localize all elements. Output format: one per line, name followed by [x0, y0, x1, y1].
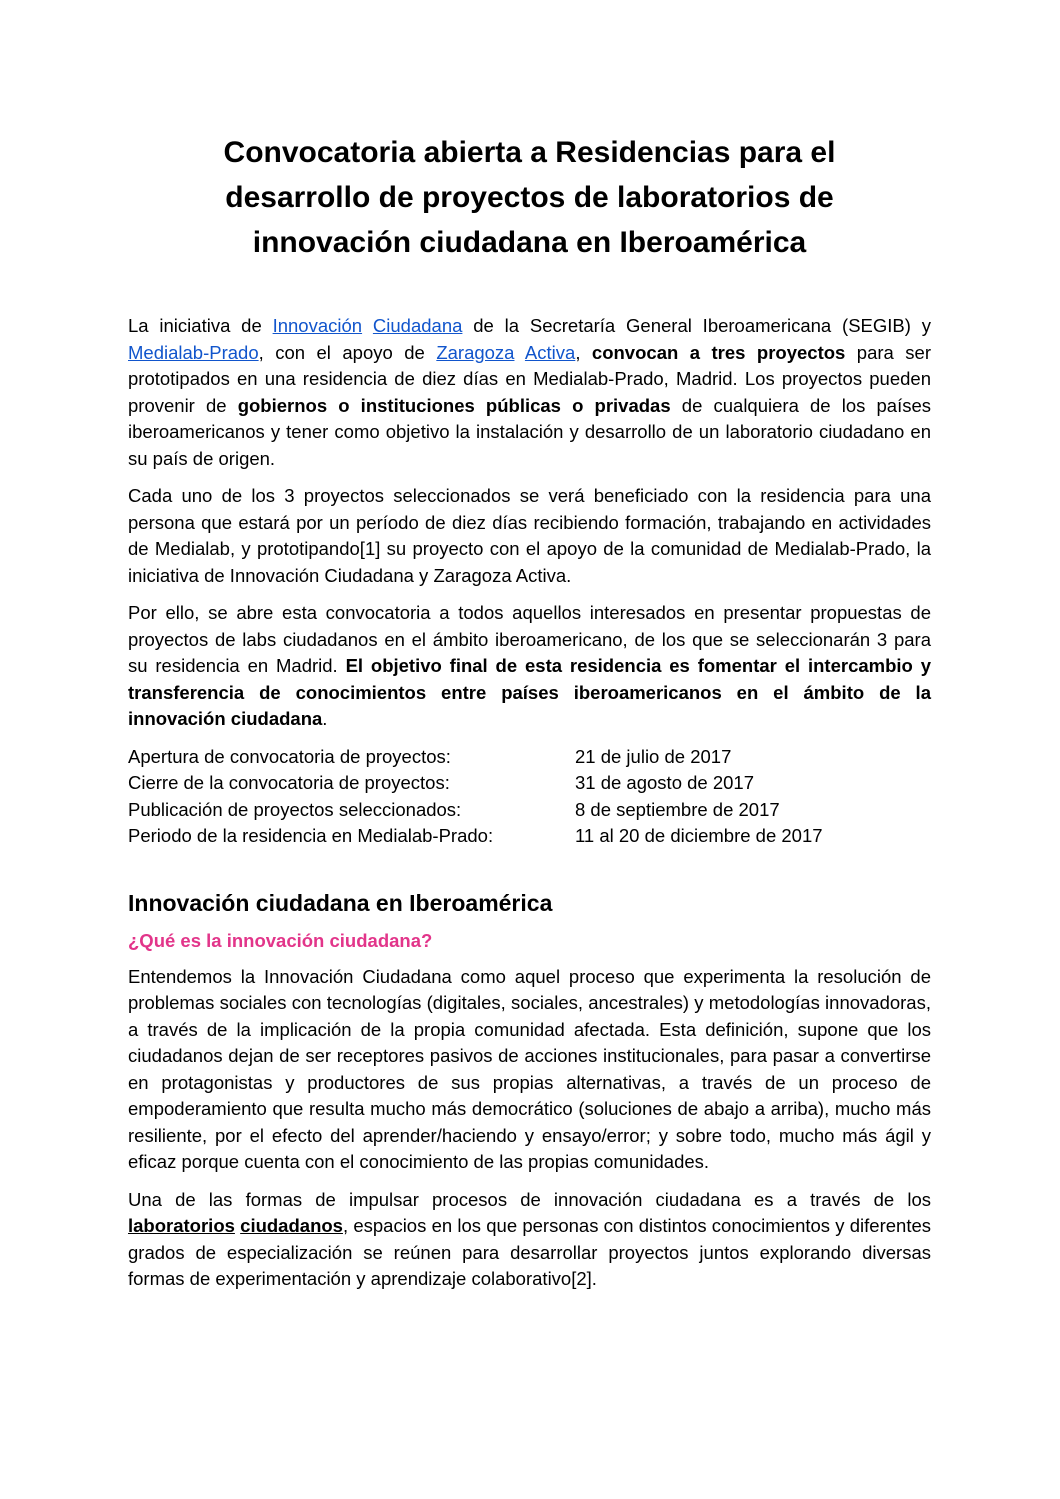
- sub-heading: ¿Qué es la innovación ciudadana?: [128, 929, 433, 951]
- title-line-3: innovación ciudadana en Iberoamérica: [252, 226, 807, 259]
- intro-bold-2: gobiernos o instituciones públicas o privadas: [237, 394, 671, 416]
- document-page: [128, 130, 931, 1304]
- intro-text-2: de la Secretaría General Iberoamericana (SEGIB) y: [462, 315, 931, 336]
- intro-text-1: La iniciativa de: [128, 315, 273, 336]
- title-line-2: desarrollo de proyectos de laboratorios de: [225, 181, 834, 214]
- date-value: 31 de agosto de 2017: [575, 772, 754, 793]
- document-title: [128, 130, 931, 265]
- date-label: Periodo de la residencia en Medialab-Prado:: [128, 825, 494, 846]
- date-value: 8 de septiembre de 2017: [575, 798, 780, 820]
- intro-text-5: para ser prototipados en una residencia de diez días en Medialab-Prado, Madrid. Los proyectos pueden provenir de: [128, 341, 931, 416]
- labs-paragraph: [128, 1187, 931, 1293]
- title-line-1: Convocatoria abierta a Residencias para el: [223, 136, 836, 169]
- intro-paragraph: [128, 313, 931, 472]
- labs-underlined-2: ciudadanos: [240, 1215, 343, 1236]
- section-heading: Innovación ciudadana en Iberoamérica: [128, 889, 553, 916]
- definition-paragraph: Entendemos la Innovación Ciudadana como aquel proceso que experimenta la resolución de problemas sociales con tecnologías (digitales, sociales, ancestrales) y metodologías innovadoras, a través de la implicación de la propia comunidad afectada. Esta definición, supone que los ciudadanos dejan de ser receptores pasivos de acciones institucionales, para pasar a convertirse en protagonistas y productores de sus propias alternativas, a través de un proceso de empoderamiento que resulta mucho más democrático (soluciones de abajo a arriba), mucho más resiliente, por el efecto del aprender/haciendo y ensayo/error; y sobre todo, mucho más ágil y eficaz porque cuenta con el conocimiento de las propias comunidades.: [128, 965, 931, 1172]
- objective-bold: El objetivo final de esta residencia es fomentar el intercambio y transferencia de conocimientos entre países iberoamericanos en el ámbito de la innovación ciudadana: [128, 655, 931, 729]
- labs-text-2: , espacios en los que personas con distintos conocimientos y diferentes grados de especialización se reúnen para desarrollar proyectos juntos explorando diversas formas de experimentación y aprendizaje colaborativo[2].: [128, 1215, 932, 1289]
- date-value: 11 al 20 de diciembre de 2017: [575, 825, 823, 846]
- intro-text-3: , con el apoyo de: [258, 341, 437, 363]
- date-row: [128, 770, 931, 797]
- objective-text-2: .: [322, 708, 328, 729]
- intro-text-6: de cualquiera de los países iberoamericanos y tener como objetivo la instalación y desarrollo de un laboratorio ciudadano en su país de origen.: [128, 394, 931, 469]
- link-ciudadana[interactable]: Ciudadana: [372, 315, 463, 336]
- date-row: [128, 744, 931, 771]
- link-zaragoza[interactable]: Zaragoza: [436, 341, 515, 363]
- link-medialab-prado[interactable]: Medialab-Prado: [128, 341, 259, 363]
- residency-paragraph: Cada uno de los 3 proyectos seleccionados se verá beneficiado con la residencia para una persona que estará por un período de diez días recibiendo formación, trabajando en actividades de Medialab, y prototipando[1] su proyecto con el apoyo de la comunidad de Medialab-Prado, la iniciativa de Innovación Ciudadana y Zaragoza Activa.: [128, 485, 931, 586]
- date-value: 21 de julio de 2017: [575, 745, 732, 767]
- labs-text-1: Una de las formas de impulsar procesos de innovación ciudadana es a través de los: [128, 1188, 931, 1210]
- date-label: Apertura de convocatoria de proyectos:: [128, 745, 451, 767]
- date-label: Publicación de proyectos seleccionados:: [128, 798, 462, 820]
- date-row: [128, 797, 931, 824]
- dates-list: [128, 744, 931, 850]
- intro-text-4: ,: [575, 341, 592, 363]
- objective-text-1: Por ello, se abre esta convocatoria a todos aquellos interesados en presentar propuestas de proyectos de labs ciudadanos en el ámbito iberoamericano, de los que se seleccionarán 3 para su residencia en Madrid.: [128, 602, 931, 676]
- date-label: Cierre de la convocatoria de proyectos:: [128, 772, 450, 793]
- intro-bold-1: convocan a tres proyectos: [591, 341, 846, 363]
- date-row: [128, 823, 931, 850]
- link-activa[interactable]: Activa: [524, 341, 576, 363]
- labs-underlined-1: laboratorios: [128, 1215, 235, 1236]
- link-innovacion[interactable]: Innovación: [272, 315, 363, 336]
- objective-paragraph: [128, 600, 931, 733]
